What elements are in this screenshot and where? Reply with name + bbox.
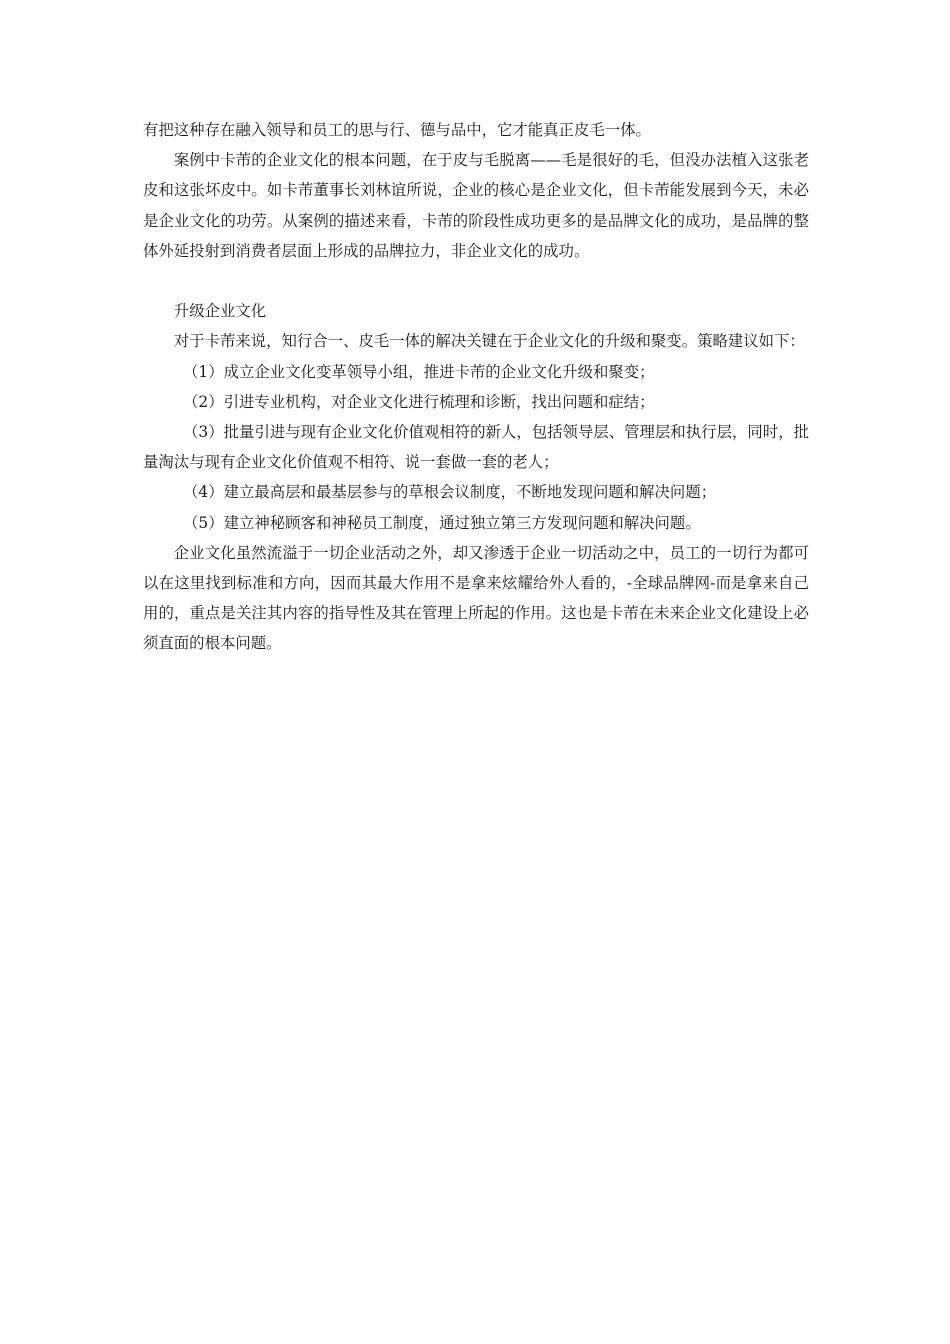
paragraph-intro: 对于卡芾来说，知行合一、皮毛一体的解决关键在于企业文化的升级和聚变。策略建议如下：: [173, 332, 805, 351]
blank-line: [143, 266, 809, 296]
recommendation-item-1: （1）成立企业文化变革领导小组，推进卡芾的企业文化升级和聚变；: [183, 362, 655, 381]
section-heading: 升级企业文化: [173, 302, 267, 321]
recommendation-item-5: （5）建立神秘顾客和神秘员工制度，通过独立第三方发现问题和解决问题。: [183, 513, 701, 532]
recommendation-item-3: （3）批量引进与现有企业文化价值观相符的新人，包括领导层、管理层和执行层，同时，批量淘汰与现有企业文化价值观不相符、说一套做一套的老人；: [143, 423, 809, 472]
recommendation-item-2: （2）引进专业机构，对企业文化进行梳理和诊断，找出问题和症结；: [183, 392, 655, 411]
recommendation-item-4: （4）建立最高层和最基层参与的草根会议制度，不断地发现问题和解决问题；: [183, 483, 717, 502]
paragraph-core-problem: 案例中卡芾的企业文化的根本问题，在于皮与毛脱离——毛是很好的毛，但没办法植入这张老皮和这张坏皮中。如卡芾董事长刘林谊所说，企业的核心是企业文化，但卡芾能发展到今天，未必是企业文化的功劳。从案例的描述来看，卡芾的阶段性成功更多的是品牌文化的成功，是品牌的整体外延投射到消费者层面上形成的品牌拉力，非企业文化的成功。: [143, 151, 809, 260]
paragraph-continuation: 有把这种存在融入领导和员工的思与行、德与品中，它才能真正皮毛一体。: [143, 121, 651, 139]
paragraph-conclusion: 企业文化虽然流溢于一切企业活动之外，却又渗透于企业一切活动之中，员工的一切行为都可以在这里找到标准和方向，因而其最大作用不是拿来炫耀给外人看的，-全球品牌网-而是拿来自己用的，重点是关注其内容的指导性及其在管理上所起的作用。这也是卡芾在未来企业文化建设上必须直面的根本问题。: [143, 543, 809, 653]
document-body: [143, 115, 809, 659]
